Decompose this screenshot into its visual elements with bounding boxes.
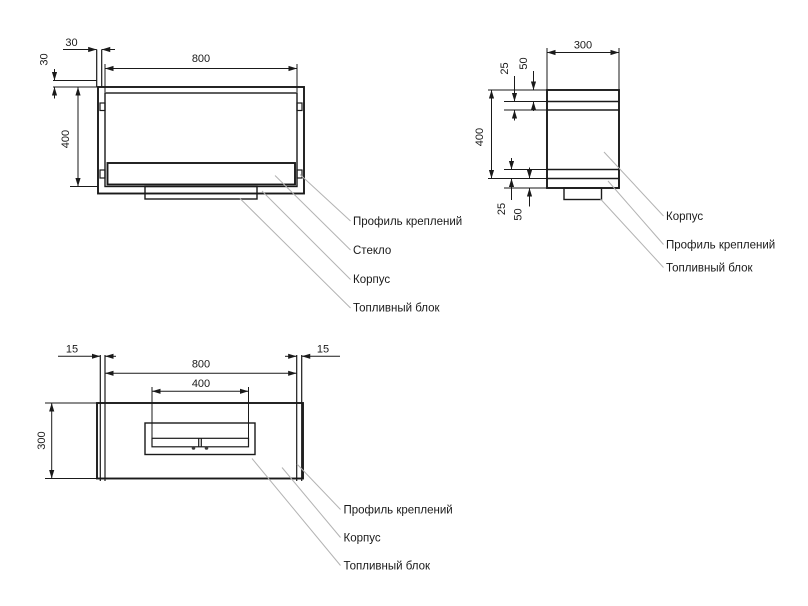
front-label-fuel: Топливный блок (353, 302, 440, 315)
front-leader-corpus (262, 191, 351, 280)
front-dim-height (60, 87, 78, 187)
side-label-fuel: Топливный блок (666, 262, 753, 275)
plan-dim-right-profile (285, 344, 340, 357)
front-glass (108, 163, 296, 185)
dim-text: 15 (316, 343, 330, 356)
front-corpus-inner-outline (105, 93, 297, 187)
side-dim-bottom-offset (513, 168, 530, 221)
dim-text: 400 (191, 378, 211, 390)
side-leader-profile (608, 181, 664, 245)
front-dim-profile-width (63, 37, 115, 50)
front-clip-left-bottom (100, 170, 105, 178)
side-dim-top-profile (499, 62, 515, 120)
side-dim-depth (547, 40, 619, 53)
plan-label-corpus: Корпус (343, 532, 381, 545)
dim-text: 400 (474, 127, 486, 147)
front-dim-width (105, 53, 297, 69)
plan-label-profile: Профиль креплений (343, 504, 453, 517)
plan-corpus-outline (97, 403, 303, 479)
dim-text: 400 (60, 129, 72, 149)
dim-text: 50 (512, 208, 525, 221)
front-label-glass: Стекло (353, 245, 392, 257)
front-label-profile: Профиль креплений (353, 216, 463, 228)
dim-text: 30 (38, 53, 51, 66)
plan-burner-knob-right (205, 446, 209, 450)
side-dim-height (474, 90, 492, 179)
dim-text: 800 (191, 358, 211, 371)
front-dim-profile-offset (39, 53, 55, 98)
front-clip-left-top (100, 103, 105, 111)
plan-dim-width (105, 359, 297, 374)
side-corpus-outline (547, 90, 619, 188)
plan-burner-slot (152, 438, 249, 447)
side-label-corpus: Корпус (666, 211, 704, 223)
dim-text: 25 (499, 62, 511, 75)
dim-text: 300 (573, 39, 593, 52)
dim-text: 50 (518, 57, 530, 70)
plan-leader-corpus (282, 468, 341, 538)
side-dim-top-offset (518, 57, 534, 111)
front-label-corpus: Корпус (353, 274, 391, 286)
side-dim-bottom-profile (496, 158, 512, 215)
front-leader-profile (300, 175, 351, 222)
plan-label-fuel: Топливный блок (343, 560, 431, 573)
plan-dim-burner (152, 378, 249, 391)
plan-dim-depth (36, 403, 52, 479)
dim-text: 30 (65, 37, 78, 49)
dim-text: 300 (36, 431, 48, 450)
front-clip-right-top (297, 103, 302, 111)
front-leader-fuel (240, 199, 351, 309)
dim-text: 15 (65, 343, 79, 356)
front-view (39, 37, 463, 315)
front-corpus-outline (98, 87, 304, 194)
side-fuel-block (564, 188, 602, 200)
side-view (474, 40, 775, 275)
dim-text: 25 (496, 202, 508, 216)
plan-view (36, 344, 453, 573)
side-leader-corpus (604, 152, 664, 216)
dim-text: 800 (191, 53, 211, 65)
plan-dim-left-profile (58, 344, 116, 357)
front-clip-right-bottom (297, 170, 302, 178)
plan-burner-knob-left (192, 446, 196, 450)
side-label-profile: Профиль креплений (666, 239, 776, 252)
plan-leader-profile (297, 464, 341, 510)
